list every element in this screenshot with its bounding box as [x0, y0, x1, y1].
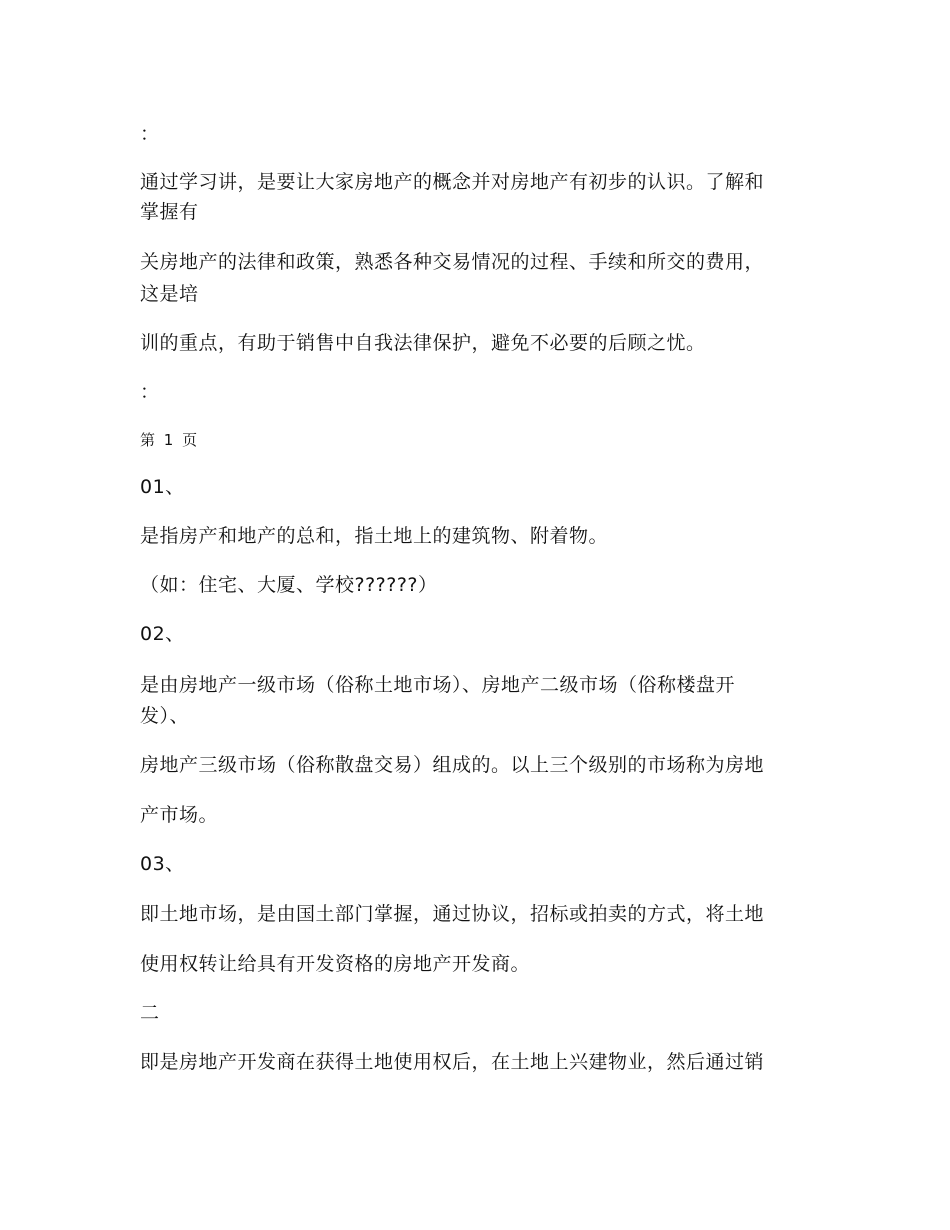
text-line: 是由房地产一级市场（俗称土地市场）、房地产二级市场（俗称楼盘开: [140, 674, 736, 696]
text-line: 使用权转让给具有开发资格的房地产开发商。: [140, 953, 531, 975]
section-number: 03、: [140, 853, 185, 875]
text-line: 关房地产的法律和政策，熟悉各种交易情况的过程、手续和所交的费用，: [140, 251, 765, 273]
text-line: 这是培: [140, 283, 199, 305]
text-line: （如：住宅、大厦、学校??????）: [140, 574, 438, 596]
section-heading: 二: [140, 1002, 160, 1024]
text-line: 即土地市场，是由国土部门掌握，通过协议，招标或拍卖的方式，将土地: [140, 903, 765, 925]
text-line: 产市场。: [140, 804, 219, 826]
text-line: 房地产三级市场（俗称散盘交易）组成的。以上三个级别的市场称为房地: [140, 754, 765, 776]
text-line: 掌握有: [140, 201, 199, 223]
text-line: ：: [140, 123, 160, 145]
text-line: 即是房地产开发商在获得土地使用权后，在土地上兴建物业，然后通过销: [140, 1051, 765, 1073]
text-line: ：: [140, 381, 160, 403]
text-line: 是指房产和地产的总和，指土地上的建筑物、附着物。: [140, 525, 609, 547]
text-line: 通过学习讲，是要让大家房地产的概念并对房地产有初步的认识。了解和: [140, 171, 765, 193]
section-number: 02、: [140, 623, 185, 645]
text-line: 训的重点，有助于销售中自我法律保护，避免不必要的后顾之忧。: [140, 332, 706, 354]
section-number: 01、: [140, 476, 185, 498]
page-number: 第 1 页: [140, 431, 200, 449]
text-line: 发）、: [140, 705, 190, 727]
